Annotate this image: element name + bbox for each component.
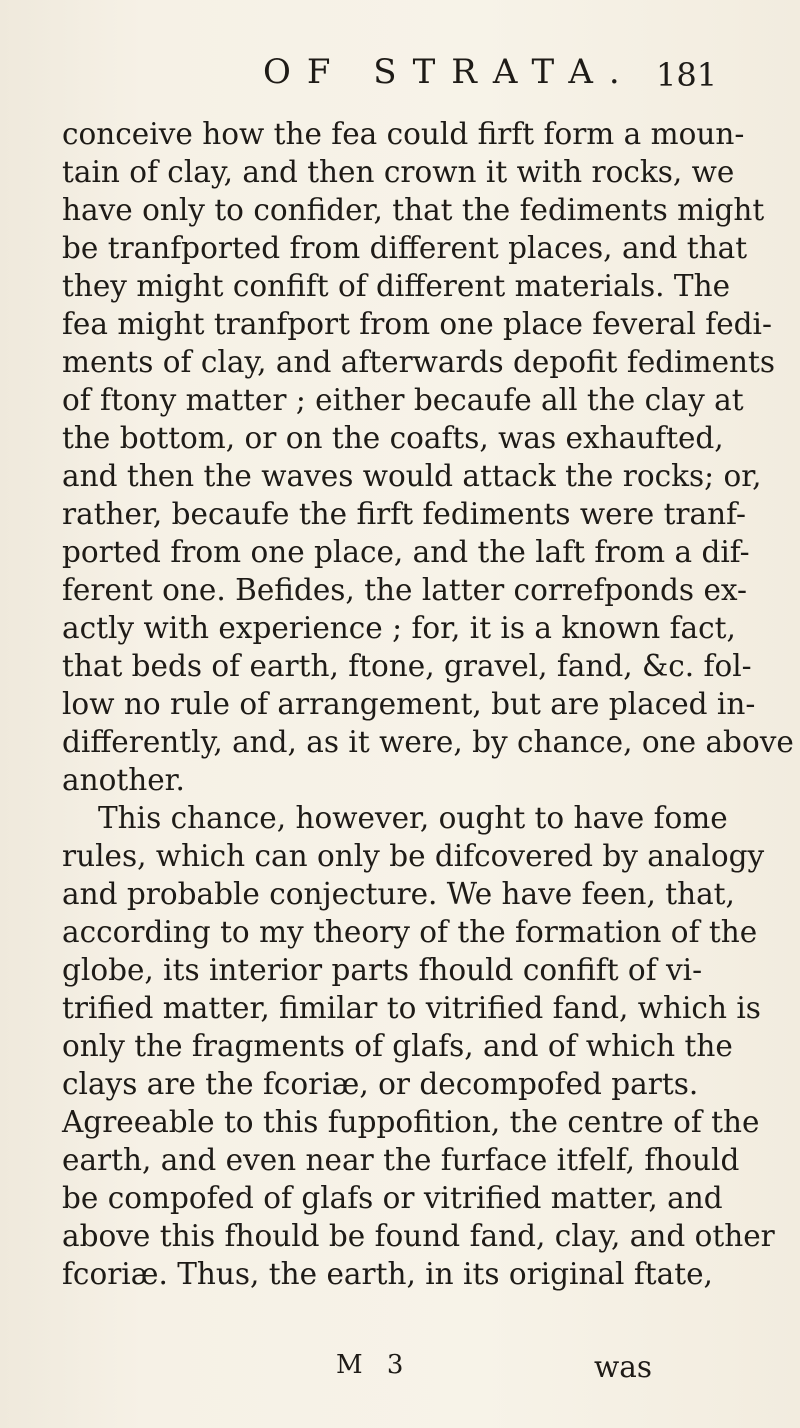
catchword: was <box>594 1350 652 1384</box>
text-line: that beds of earth, ftone, gravel, fand, &c. fol- <box>62 649 752 683</box>
text-line: according to my theory of the formation of the <box>62 915 758 949</box>
text-line: globe, its interior parts fhould confift of vi- <box>62 953 703 987</box>
text-line: above this fhould be found fand, clay, and other <box>62 1219 775 1253</box>
text-line: ments of clay, and afterwards depofit fediments <box>62 345 776 379</box>
text-line: ported from one place, and the laft from a dif- <box>62 535 750 569</box>
text-line: and probable conjecture. We have feen, that, <box>62 877 735 911</box>
text-line: fea might tranfport from one place feveral fedi- <box>62 307 772 341</box>
text-line: be tranfported from different places, and that <box>62 231 748 265</box>
text-line: another. <box>62 763 185 797</box>
running-title: OF STRATA. <box>263 52 636 92</box>
text-line: fcoriæ. Thus, the earth, in its original ftate, <box>62 1257 713 1291</box>
text-line: This chance, however, ought to have fome <box>98 801 728 835</box>
text-line: only the fragments of glafs, and of which the <box>62 1029 733 1063</box>
text-line: low no rule of arrangement, but are placed in- <box>62 687 756 721</box>
text-line: actly with experience ; for, it is a known fact, <box>62 611 736 645</box>
page-number: 181 <box>656 56 718 94</box>
text-line: the bottom, or on the coafts, was exhaufted, <box>62 421 724 455</box>
text-line: ferent one. Befides, the latter correfponds ex- <box>62 573 747 607</box>
text-line: and then the waves would attack the rocks; or, <box>62 459 762 493</box>
text-line: they might confift of different materials. The <box>62 269 731 303</box>
text-line: Agreeable to this fuppofition, the centre of the <box>62 1105 760 1139</box>
text-line: trified matter, fimilar to vitrified fand, which is <box>62 991 761 1025</box>
text-line: earth, and even near the furface itfelf, fhould <box>62 1143 740 1177</box>
page-footer <box>0 1350 800 1390</box>
text-line: rules, which can only be difcovered by analogy <box>62 839 765 873</box>
signature-mark: M 3 <box>336 1350 412 1380</box>
text-line: differently, and, as it were, by chance, one above <box>62 725 794 759</box>
text-line: be compofed of glafs or vitrified matter, and <box>62 1181 723 1215</box>
text-line: conceive how the fea could firft form a moun- <box>62 117 745 151</box>
text-line: of ftony matter ; either becaufe all the clay at <box>62 383 744 417</box>
text-line: rather, becaufe the firft fediments were tranf- <box>62 497 746 531</box>
text-line: have only to confider, that the fediments might <box>62 193 765 227</box>
text-line: tain of clay, and then crown it with rocks, we <box>62 155 735 189</box>
page-header <box>0 52 800 112</box>
text-line: clays are the fcoriæ, or decompofed parts. <box>62 1067 699 1101</box>
